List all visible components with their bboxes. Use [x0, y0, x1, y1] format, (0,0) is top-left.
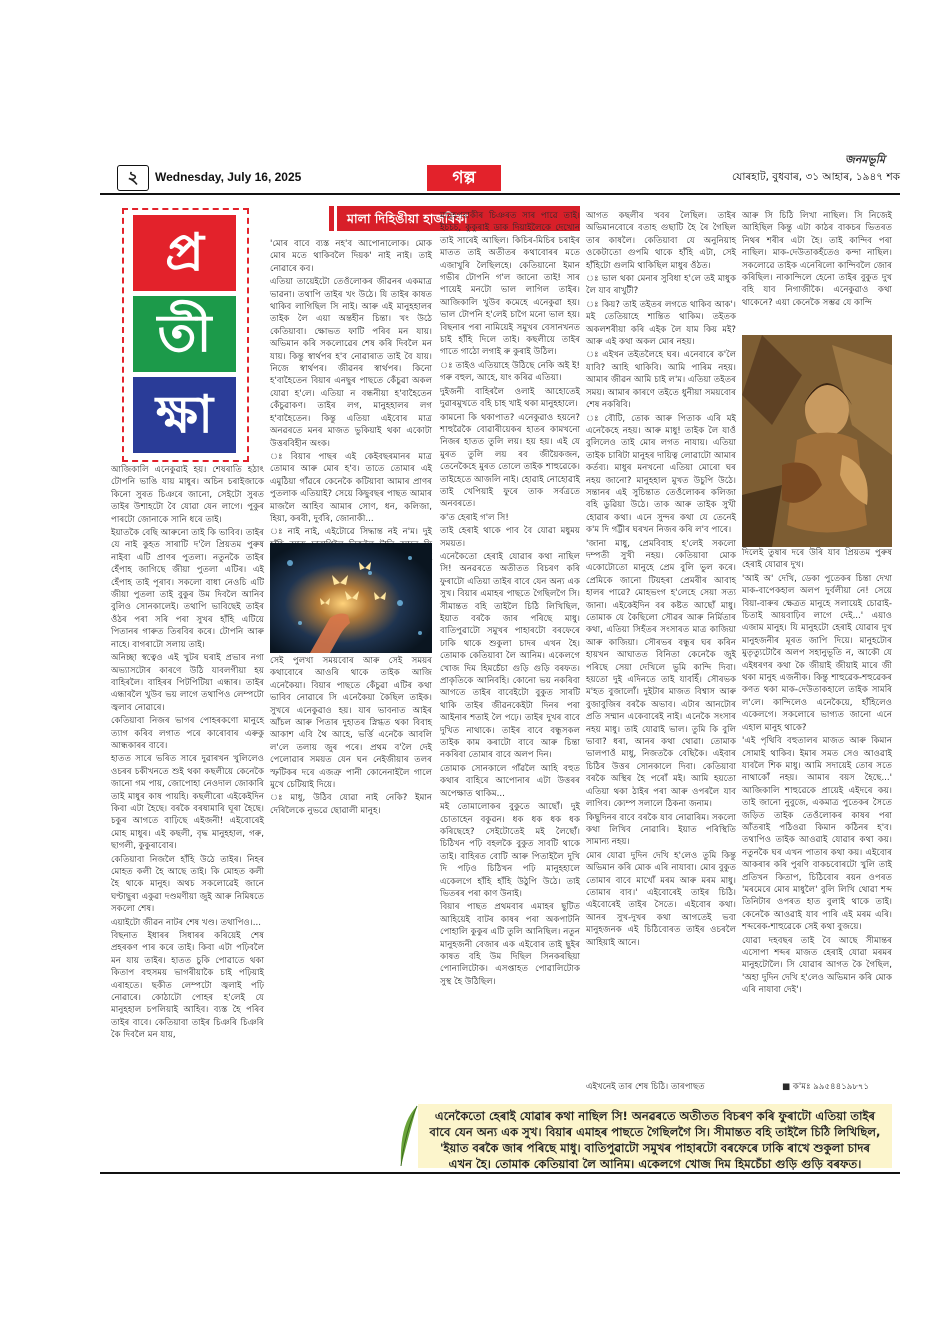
paragraph: অনিচ্ছা স্বত্বেও এই খুটৰ ঘৰাই প্ৰভাৰ নগা অভ্যাসটোৰ কাৰণে উঠি যাবলগীয়া হয় বাহিৰলৈ। বাহিৰৰ পিটপিটিয়া এন্ধাৰ। তাইৰ এন্ধাৰলৈ খুউব ভয় লাগে তথাপিও লেম্পটো জ্বলাব নোৱাৰে। — [111, 653, 264, 713]
paragraph: 'আই অ' দেখি, ডেকা পুতেকৰ চিন্তা দেখা মাক-বাপেকহাল অলপ দুৰ্বলীয়া নে! সেয়ে বিয়া-বাৰুৰ ক্ষেত্ৰত মানুহে সলায়েই চোৱাই-চিতাই আয়বাঢ়িব লাগে দেই...' এয়াও এজাম মানুহ। যি মানুহটো হেৰাই যোৱাৰ দুখ মানুহজনীৰ মূৰত জাপি দিয়ে। মানুহটোৰ মুতৃত্যুটোৰৈ অলপ সহানুভূতি ন, আকৌ যে এইধৰণৰ কথা কৈ জীয়াই জীয়াই মাৰে জী থকা মানুহ এজনীক। কিন্তু শাহুৱেক-শহুৱেকৰ কণত থকা মাক-দেউতাকহালে তাইক সামৰি ল'লে। কান্দিলেও এনেকৈয়ে, হাঁহিলেও একেলগে। সকলোৰে ভাগ্যত জানো এনে এহাল মানুহ থাকে? — [742, 573, 892, 733]
paragraph: সেই পুলখা সময়বোৰ আৰু সেই সময়ৰ কথাবোৰে আওৰি থাকে তাইক আজি এনেকৈয়া। বিয়াৰ পাছতে কেঁচুৱা এটিৰ কথা ভাবিব নোৱাৰে সি এনেকৈয়া কৈছিল তাইক। সুখৰে এনেকুৱাও হয়। যাৰ ভাবনাত আইৰ আঁচল আৰু পিতাৰ দুহাতৰ স্নিগ্ধত থকা বিবাহ আকাশ এবি থৈ আহে, ভৰ্ত্তি এনেকৈ আবলি ল'লে তলায় জুৰ পৰে। প্ৰথম ব'লৈ দেই পেলোৱাৰ সময়ত যেন ঘন নেইজীয়াৰ তলৰ স্ফটিকৰ দৰে এজত্ৰু পানী কোনেনাইলৈ গালে মুখে চেটিয়াই দিয়ে। — [270, 656, 432, 791]
title-char-3: ক্ষা — [133, 377, 236, 453]
paragraph: দিলেই তুষাৰ দৰে উৰি যাব প্ৰিয়তম পুৰুষ হেৰাই যোৱাৰ দুখ। — [742, 548, 892, 571]
paragraph: এয়াইটো জীৱন নাটৰ শেষ খণ্ড। তথাপিও।... — [111, 917, 261, 928]
paragraph: যোৱা দহবছৰ তাই বৈ আছে সীমান্তৰ এসোপা শব্দৰ মাজত হেৰাই যোৱা মৰমৰ মানুহটোলৈ। সি যোৱাৰ আগত কৈ গৈছিল, 'অহা দুদিন দেখি হ'লেও অভিমান কৰি মোক এৰি নাযাবা দেই'। — [742, 935, 892, 996]
story-column-5 — [742, 210, 892, 330]
paragraph: ঃ নাই নাই, এইটোৱে সিদ্ধান্ত নই ন'ম। দুই — [270, 527, 432, 538]
paragraph: হাতত সাৰে ভৰিত সাৰে দুৱাৰখন খুলিলেও ওচৰৰ চকীখনতে শুই থকা কছলীয়ে কেনেকৈ জানো গম পায়, জোপোহা নেওদাল জোকাৰি তাই মাধুৰ কাষ পায়হি। কছলীৰো এইকেইদিন কিবা এটা হৈছে। বৰকৈ বৰষামাৰি ঘূৰা হৈছে। চকুৰ আগতে বাঢ়িছে এইজনী! এইবোৰেই মোহ মাধুৰ। এই কছলী, বৃদ্ধ মানুহহাল, গৰু, ছাগলী, কুকুৰাবোৰ। — [111, 754, 264, 852]
paragraph: ইয়াতকৈ বেছি আৰুনো তাই কি ভাবিব। তাইৰ যে নাই কুহত সাৰাটি দ'লৈ প্ৰিয়তম পুৰুষ নাইবা এটি প্ৰাণৰ পুতলা। নতুনকৈ তাইৰ হেঁপাহ জাগিছে জীয়া পুতলা এটিৰ। এই হেঁপাহ তাই পূৰাব। সকলো বাধা নেওচি এটি জীয়া পুতলা তাই বুকুৰ উম দিবলৈ আনিব বুলিও সোনকালেই। তথাপি ভাবিছেই তাইৰ ওঁঠৰ পৰা সৰি পৰা সুখৰ হাঁহি এটিয়ে পিতানৰ গাৰুত তিৰবিৰ কৰে। টোপনি আৰু নাহে। বাগৰাটো সলায় তাই। — [111, 528, 264, 650]
paragraph: তাই হেৰাই থাকে পাব বৈ যোৱা মধুময় সময়ত। — [440, 526, 580, 549]
paragraph: ঃ বৌটি, তোক আৰু পিতাক এৰি মই এনেকৈহে নহয়। আৰু মাধু! তাইক লৈ যাওঁ বুলিলেও তাই মোৰ লগত নাযায়। এতিয়া তাইক চাৰিটা মানুহৰ দায়িত্ব লোৱাটো আমাৰ কৰ্তব্য। মাধুৰ মনখনো এতিয়া মোৰো ঘৰ নহয় জানো? মানুহহাল মুখত উচুপি উঠে। সন্তানৰ এই সুচিন্তাত তেওঁলোকৰ কলিজা বহি ডুৱিয়া উঠে। তাক আৰু তাইক সুখী হোৱাৰ কথা। এনে সুন্দৰ কথা যে তেনেই ক'ম দি গট্টীৰ ঘৰখন নিজৰ কৰি ল'ব পাৰে। — [586, 413, 736, 536]
paragraph: ঃ মাধু, উঠিব যোৱা নাই নেকি? ইমান দেৰিলৈকে নুভৱে ছোৱালী মানুহ। — [270, 793, 432, 816]
paragraph: কিছুদিনৰ বাবে বৰকৈ যাব নোৱাৰিম। সকলো কথা লিখিব নোৱাৰি। ইয়াত পৰিস্থিতি সামান্য নহয়। — [586, 812, 736, 848]
paragraph: আৰু সি চিঠি লিখা নাছিল। সি নিজেই আহিছিল কিন্তু এটা কাঠৰ বাকচৰ ভিতৰত নিথৰ শৰীৰ এটা হৈ। তাই কান্দিব পৰা নাছিল। মাক-দেউতাকহঁতেও কন্দা নাছিল। সকলোৱে তাইক এনেৰিলো কান্দিবলৈ জোৰ কৰিছিল। নাকান্দিলে হেনো তাইৰ বুকুত দুখ বহি যাব নিগাজীকৈ। এনেকুৱাও কথা থাকেনে? এয়া কেনেকৈ সম্ভৱ যে কান্দি — [742, 211, 892, 308]
story-column-4 — [586, 210, 736, 1105]
paragraph: ঃ এইখন তইতলৈহে ঘৰ। এনেবাৰে ক'লৈ যাবি? আহি থাকিবি। আমি পাৰিম নহয়। আমাৰ জীৱন আমি চাই ল'ম। এতিয়া তইতৰ সময়। আমাৰ কাৰণে তইতে ধুনীয়া সময়বোৰ শেষ নকৰিবি। — [586, 350, 736, 411]
paragraph: বিছনাত ইধাৰৰ সিধাৰৰ কৰিয়েই শেষ প্ৰহৰকণ পাৰ কৰে তাই। কিবা এটা পঢ়িবলৈ মন যায় তাইৰ। হাতত চুকি পোৱাতে থকা কিতাপ বহুসময় ভাগৰীয়াকৈ চাই পঢ়িয়াই এৰাহতে। ছকীত লেম্পটো জ্বলাই পঢ়ি নোৱাৰে। কোঠাটো পোহৰ হ'লেই যে মানুহহাল চপলিয়াই আহিব। ব্যস্ত হৈ পৰিব তাইৰ বাবে। কেতিয়াবা তাইৰ চিঞৰি চিঞৰি কৈ দিবলৈ মন যায়, — [111, 931, 264, 1041]
paragraph: মই তোমালোকৰ বুকুতে আছোঁ। দুই চোতাহেন বকুৱন। ধক ধক ধক ধক কৰিছেহে? সেইটোতেই মই লৈছোঁ। চিঠিখন পঢ়ি বহলকৈ বুকুত সাবটি থাকে তাই। বাহিৰত বোটি আৰু পিতাইলৈ দুখি দি পঢ়িও চিঠিখন পঢ়ি মানুহহালে একেলগে হাঁহি হাঁহি উঠুপি উঠে। তাই ভিতৰৰ পৰা কাণ উনাই। — [440, 802, 580, 899]
title-char-2: তী — [133, 296, 236, 372]
paragraph: ঃ ভাল থকা মেনাৰ সুবিধা হ'লে তই মাধুক লৈ যাব ৰাখুটী? — [586, 274, 736, 297]
paragraph: কেতিয়াবা নিজলৈ হাঁহি উঠে তাইৰ। নিহৰ মোহত কলী হৈ আছে তাই। কি মোহত কলী হৈ থাকে মানুহ। অথচ সকলোৱেই জানে ঘণ্টাছুৰা একুৱা দণ্ডমণীয়া জুই আৰু নিমিষতে সকলো শেষ। — [111, 854, 264, 915]
pull-quote: এনেকৈতো হেৰাই যোৱাৰ কথা নাছিল সি! অনৱৰতে অতীতত বিচৰণ কৰি ফুৰাটো এতিয়া তাইৰ বাবে যেন অন্য এক সুখ। বিয়াৰ এমাহৰ পাছতে গৈছিলগৈ সি। সীমান্তত বহি তাইলৈ চিঠি লিখিছিল, 'ইয়াত বৰকৈ জাৰ পৰিছে মাধু। বাতিপুৱাটো সমুখৰ পাহাৰটো বৰফেৰে ঢাকি ৰাখে শুকুলা চাদৰ এখন হৈ। তোমাক কেতিয়াবা লৈ আনিম। একেলগে খোজ দিম হিমচেঁচা গুড়ি গুড়ি বৰফত। — [418, 1104, 892, 1168]
paragraph: আজিকালি এনেকুৱাই হয়। শেষৰাতি হঠাৎ টোপনি ভাঙি যায় মাধুৰ। অচিন চৰাইজাকে কিনো সুৰত চিঞৰে জানো, সেইটো সুৰত তাইৰ উশাহটো বৈ যোৱা যেন লাগে। পুকুৰ পাৰটো জোনাকে সানি ধৰে তাই। — [111, 465, 264, 525]
masthead-logo: জনমভূমি — [845, 153, 885, 166]
footer-rule — [100, 1172, 900, 1174]
paragraph: 'জানা মাধু, প্ৰেমবিবাহ হ'লেই সকলো দম্পতী সুখী নহয়। কেতিয়াবা মোক একোটোতো মানুহে প্ৰেম বুলি ভুল কৰে। প্ৰেমিকে জানো টিয়হৰা প্ৰেমৰীৰ আবাহ হালৰ পাৱে? মোহভংগ হ'লেহে সেয়া সত্য জানা। এইকেইদিন বৰ কষ্টত আছোঁ মাধু। তোমাক যে কৈছিলো সৌৱৰ আৰু নিৰ্মিতাৰ কথা, এতিয়া সিহঁতৰ সংসাৰত মাত্ৰ কাজিয়া আৰু কাজিয়া। সৌৰভৰ বন্ধুৰ ঘৰ কৰিন হায়খন আঘাতত বিনিতা কেনেকৈ জুই পৰিছে সেয়া দেখিলে ভুমি কান্দি দিবা। হয়তো দুই এদিনতে তাই যাবহিঁ। সৌৰভক ম'হত বুজালোঁ। দুইটাৰ মাজত বিশ্বাস আৰু বুজাবুজিৰ বৰকৈ অভাব। এটাৰ আনটোৰ প্ৰতি সম্মান একেবাৰেই নাই। এনেকৈ সংসাৰ নহয় মাধু। তাই যোৱাই ভাল। তুমি কি বুলি ভাবা? ধৰা, আনৰ কথা থোৱা। তোমাক ভালপাওঁ মাধু, নিজতকৈ বেছিকৈ। এইবাৰ চিঠিৰ উত্তৰ সোনকালে দিবা। কেতিয়াবা বৰকৈ অস্থিৰ হৈ পৰোঁ মই। আমি হয়তো এতিয়া থকা ঠাইৰ পৰা আৰু ওপৰলৈ যাব লাগিব। ক্যেম্প সলালে ঠিকনা জনাম। — [586, 538, 736, 810]
paragraph: 'এই পৃথিবি বহুতালৰ মাজত আৰু কিমান সোমাই থাকিব। ইমাৰ সমত সেও আওৱাই যাবলৈ শিক মাধু। আমি সদায়েই তোৰ সতে নাথাকোঁ নহয়। আমাৰ বয়স হৈছে...' আজিকালি শাহুৱেকে প্ৰায়েই এইদৰে কয়। তাই জানো নুবুজে, একমাত্ৰ পুতেকৰ সৈতে জড়িত তাইক তেওঁলোকৰ কাষৰ পৰা আঁতৰাই পঠিওৱা কিমান কঠিনৰ হ'ব। তথাপিও তাইক আওৱাই যোৱাৰ কথা কয়। নতুনকৈ ঘৰ এখন পাতাৰ কথা কয়। এইবোৰ আকৰাৰ কৰি পুৰণি বাকচবোৰটো খুলি তাই প্ৰতিখন কিতাপ, চিঠিবোৰ ৰয়ন ওপৰত 'মৰমেৰে মোৰ মাধুলৈ' বুলি লিখি থোৱা শব্দ তিনিটাৰ ওপৰত হাত বুলাই থাকে তাই। কেনেকৈ আওৱাই যাব পাৰি এই মৰম এৰি। শব্দৰেক-শাহুৱেকে সেই কথা বুজয়ে। — [742, 736, 892, 933]
paragraph: আগত কছলীৰ খবৰ লৈছিল। তাইৰ অভিমানবোৰে বতাহ গুছাটি হৈ ৰৈ গৈছিল তাৰ কাষলৈ। কেতিয়াবা যে অনুনিয়াহ ওকেটাতো গুপমি থাকে হাঁহি এটা, সেই হাঁহিটো গুলমি থাকিছিল মাধুৰ ওঁঠত। — [586, 211, 736, 271]
story-column-1 — [111, 464, 264, 1164]
paragraph: এনেকৈতো হেৰাই যোৱাৰ কথা নাছিল সি! অনৱৰতে অতীতত বিচৰণ কৰি ফুৰাটো এতিয়া তাইৰ বাবে যেন অন্য এক সুখ। বিয়াৰ এমাহৰ পাছতে গৈছিলগৈ সি। সীমান্তত বহি তাইলৈ চিঠি লিখিছিল, ইয়াত বৰকৈ জাৰ পৰিছে মাধু। বাতিপুৱাটো সমুখৰ পাহাৰটো বৰফেৰে ঢাকি থাকে শুকুলা চাদৰ এখন হৈ। তোমাক কেতিয়াবা লৈ আনিম। একেলগে খোজ দিম হিমচেঁচা গুড়ি গুড়ি বৰফত। প্ৰাকৃতিকে আনিবহি। কোনো ভয় নকৰিবা আগতে তাইৰ বাবেইটো বুকুত সাৰটি থাকি তাইৰ জীৱনকেইটা দিনৰ পৰা আইনাৰ শতাই লৈ পঢ়ে। তাইৰ দুখৰ বাবে দুখিত নাথাকে। তাইৰ বাবে বন্ধুসকল তাইক কাম কৰাটো বাবে আৰু চিন্তা নকৰিবা তোমাৰ বাবে অলপ দিন। — [440, 551, 580, 761]
paragraph: কামনো কি থকাপাত? এনেকুৱাও হয়নে? শাহুৱৈকৈ বোৱাৰীয়েকৰ হাতৰ কামখনো নিজৰ হাতত তুলি লয়। হয় হয়। এই যে মুৰত তুলি লয় ৰব জীয়ৈকজন, তেনেকৈহে মুৰত তোলে তাইক শাহুৱেকে। তাইহেতে আজলি নাই। হোৱাই নোহোৱাই তাই খেপিয়াই ফুৰে তাক সৰ্বত্ৰতে অনবৰতে। — [440, 412, 580, 510]
section-label: গল্প — [427, 165, 501, 191]
paragraph: তোমাক সোনকালে গাঁৱলৈ আহি বহুত কথাৰ বাহিৰে আপোনাৰ এটা উত্তৰৰ অপেক্ষাত থাকিম... — [440, 763, 580, 799]
paragraph: কেতিয়াবা নিজৰ ভাগৰ পোহৰকণো মানুহে ত্যাগ কৰিব লগাত পৰে কাৰোবাৰ এৰুকু আন্ধকাৰৰ বাবে। — [111, 716, 264, 751]
story-column-2-continued — [270, 655, 432, 816]
story-column-2 — [270, 238, 432, 538]
issue-line: যোৰহাট, বুধবাৰ, ৩১ আহাৰ, ১৯৪৭ শক — [732, 171, 900, 183]
paragraph: বিয়াৰ পাছত প্ৰথমবাৰ এমাহৰ ছুটিত আহিয়েই বাটৰ কাষৰ পৰা অকপাটনি পোহালি কুকুৰ এটি তুলি আনিছিল। নতুন মানুহজনী বেজাৰ এক এইবোৰ তাই ছুইৰ কাষত বহি উম দিছিল সিনকৰছিয়া পোনালিটোক। এসপ্তাহত পোৱালিটোক সুস্থ হৈ উঠিছিল। — [440, 902, 580, 987]
paragraph: ঃ বিয়াৰ পাছৰ এই কেইবছৰমানৰ মাত্ৰ তোমাৰ আৰু মোৰ হ'ব। তাতে তোমাৰ এই এমুঠিয়া গাঁৱৰে কেনেকৈ কটিয়াবা আমাৰ প্ৰাণৰ পুতলাক এতিয়াই? সেয়ে কিছুবছৰ পাছত আমাৰ মাজলৈ আহিব আমাৰ সোণ, ধন, কলিজা, হিয়া, কৰবী, দুৰ্বৰি, জোনাকী... — [270, 451, 432, 524]
paragraph: এতিয়া তায়েইটো তেওঁলোকৰ জীৱনৰ একমাত্ৰ ভাৱনা। তথাপি তাইৰ খং উঠে। যি তাইৰ কাষত থাকিব লাগিছিল সি নাই। আৰু এই মানুহহালৰ তাইক লৈ এয়া অন্তহীন চিন্তা। খং উঠে কেতিয়াবা। ক্ষোভত ফাটি পৰিব মন যায়। অভিমান কৰি সকলোৱেৰ শেষ কৰি দিবলৈ মন যায়। কিন্তু স্বাৰ্থপৰ হ'ব নোৱাৰাত তাই বৈ যায়। নিজে স্বাৰ্থপৰ। জীৱনৰ স্বাৰ্থপৰ। কিনো হ'বাহৈতেন বিয়াৰ এনছুৰ পাছতে কেঁচুৱা অকল যোৱা হ'লে। এতিয়া ন বন্ধনীয়া হ'বাহৈতেন কেঁচুৱাকণ। তাইৰ লগ, মানুহহালৰ লগ হ'বাহৈতেন। কিন্তু এতিয়া এইবোৰ মাত্ৰ অনৱৰতে মনৰ মাজত ভুকিয়াই থকা একোটা উত্তৰবিহীন অংক। — [270, 277, 432, 449]
woman-painting-illustration — [742, 335, 892, 547]
paragraph: ঃ কিয়? তাই তইতৰ লগতে থাকিব আক'। মই তেতিয়াহে শান্তিত থাকিম। তইতক অকলশৰীয়া কৰি এইক লৈ যাম কিয় মই? আৰু এই কথা অকল মোৰ নহয়। — [586, 299, 736, 348]
butterfly-hand-illustration — [270, 543, 432, 653]
paragraph: মোৰ যোৱা দুদিন দেখি হ'লেও তুমি কিন্তু অভিমান কৰি মোক এৰি নাযাবা। মোৰ বুকুত তোমাৰ বাবে মাখোঁ মৰম আৰু মৰম মাধু। তোমাৰ বাব।' এইবোৰেই তাইৰ চিঠি। এইবোৰেই তাইৰ সৈতে। এইবোৰ কথা। আনৰ সুখ-দুখৰ কথা আগতেই ভবা মানুহজনক এই চিঠিবোৰত তাইৰ ওচৰলৈ আহিয়াই আনে। — [586, 850, 736, 948]
paragraph: মানুহগৰাকীৰ চিঞৰত সাৰ পাৱে তাই। ইচচচ, কুকুৰাই ডাক দিয়াইলৈকে দেখোন তাই সাৰেই আছিল। কিচিৰ-মিচিৰ চৰাইৰ মাতত তাই অতীতৰ কথাবোৰৰ মতে এজাখুৰি লৈছিলহে। কেতিয়ানো ইমান গভীৰ টোপনি গ'ল জানো তাই! সাৰ পায়েই মনটো ভাল লাগিল তাইৰ। আজিকালি খুউব কমেহে এনেকুৱা হয়। ভাল টোপনি হ'লেই চাগৈ মনো ভাল হয়। বিছনাৰ পৰা নামিয়েই সমুখৰ বেসানখনত চাই হাঁহি দিলে তাই। কছলীয়ে তাইৰ গাতে গাঠো লগাই ৰু কুৰাই উঠিল। — [440, 211, 580, 358]
paragraph: 'মোৰ বাবে ব্যস্ত নহ'ব আপোনালোক। মোক মোৰ মতে থাকিবলৈ দিয়ক' নাই নাই। তাই নোৱাৰে কব। — [270, 239, 432, 274]
author-byline: মালা দিহিঙীয়া হাজৰিকা — [337, 206, 580, 231]
date-line: Wednesday, July 16, 2025 — [155, 170, 302, 184]
story-column-3 — [440, 210, 580, 1100]
title-char-1: প্ৰ — [133, 215, 236, 291]
page-number: ২ — [117, 165, 149, 191]
ending-line: এইখনেই তাৰ শেষ চিঠি। তাৰপাছত — [586, 1082, 705, 1092]
paragraph: ঃ তাইও এতিয়াহে উঠিছে নেকি অই ই! গৰু বহুল, আহে, যাং কৰিৱ এতিয়া। — [440, 360, 580, 384]
author-contact: ■ ক'মঃ ৯৯৫৪৪১৯৮৭১ — [782, 1082, 870, 1092]
paragraph: দুইজনী বাহিৰলৈ ওলাই আহোতেই দুৱাৰমুখতে বহি চাহ খাই থকা মানুহহালে। — [440, 386, 580, 410]
header-rule — [100, 193, 900, 195]
paragraph: ক'ত হেৰাই গ'ল সি! — [440, 512, 509, 523]
story-column-5-continued — [742, 547, 892, 1092]
